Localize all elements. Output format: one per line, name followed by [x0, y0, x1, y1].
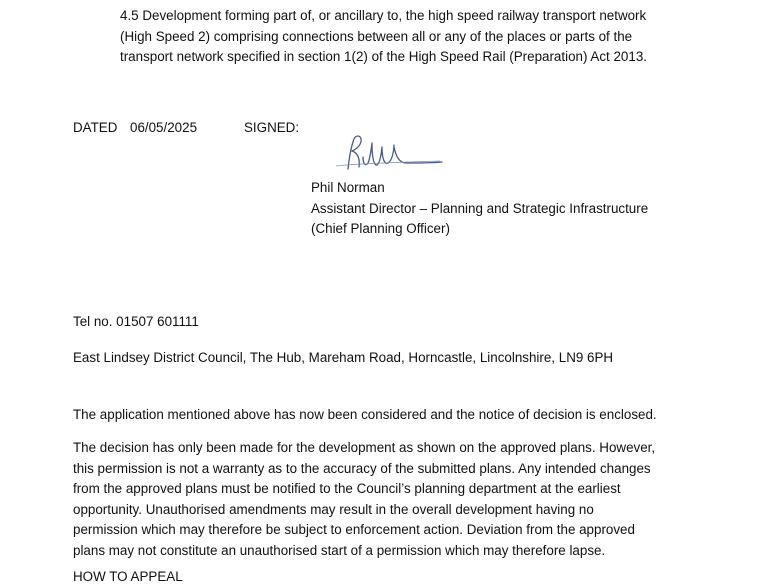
- council-address: East Lindsey District Council, The Hub, Mareham Road, Horncastle, Lincolnshire, LN9 6PH: [73, 350, 614, 365]
- decision-line: this permission is not a warranty as to the accuracy of the submitted plans. Any intended changes: [73, 460, 651, 476]
- clause-line: transport network specified in section 1(2) of the High Speed Rail (Preparation) Act 2013.: [120, 49, 647, 64]
- date-value: 06/05/2025: [130, 120, 198, 135]
- clause-line: 4.5 Development forming part of, or ancillary to, the high speed railway transport network: [120, 8, 647, 23]
- decision-paragraph: [73, 438, 655, 561]
- decision-line: plans may not constitute an unauthorised start of a permission which may therefore lapse.: [73, 542, 606, 558]
- telephone: Tel no. 01507 601111: [73, 314, 199, 329]
- decision-line: The decision has only been made for the development as shown on the approved plans. However,: [73, 440, 656, 455]
- signatory-role: (Chief Planning Officer): [311, 221, 450, 236]
- dated-label: DATED: [73, 120, 118, 135]
- clause-4-5: [120, 6, 647, 68]
- signatory-title: Assistant Director – Planning and Strategic Infrastructure: [311, 200, 649, 216]
- handwritten-signature: [336, 133, 446, 178]
- appeal-heading: HOW TO APPEAL: [73, 569, 183, 584]
- considered-statement: The application mentioned above has now been considered and the notice of decision is enclosed.: [73, 407, 657, 422]
- decision-line: permission which may therefore be subject to enforcement action. Deviation from the approved: [73, 522, 635, 537]
- signatory-name: Phil Norman: [311, 180, 385, 195]
- decision-line: from the approved plans must be notified to the Council’s planning department at the earliest: [73, 481, 621, 496]
- signatory: [311, 178, 648, 240]
- clause-line: (High Speed 2) comprising connections between all or any of the places or parts of the: [120, 28, 633, 44]
- decision-line: opportunity. Unauthorised amendments may result in the overall development having no: [73, 501, 594, 517]
- signed-label: SIGNED:: [244, 120, 300, 135]
